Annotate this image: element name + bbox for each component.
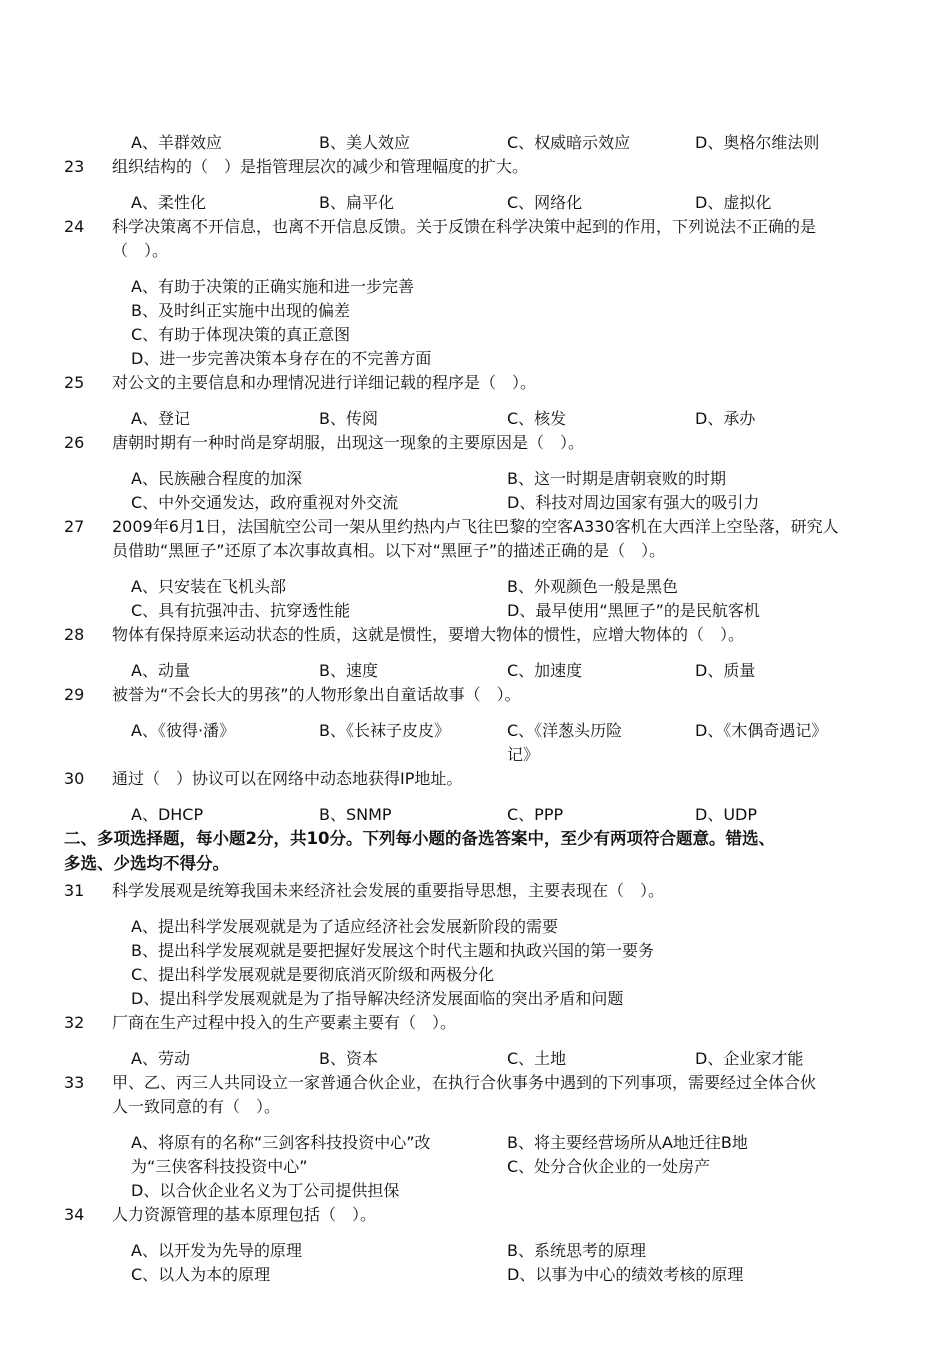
- q28-option-c: C、加速度: [507, 661, 583, 680]
- q33-option-a-line1: A、将原有的名称“三剑客科技投资中心”改: [131, 1133, 431, 1152]
- q24-number: 24: [64, 217, 85, 236]
- q29-option-c-line1: C、《洋葱头历险: [507, 721, 623, 740]
- q27-option-a: A、只安装在飞机头部: [131, 577, 286, 596]
- q34-option-d: D、以事为中心的绩效考核的原理: [507, 1265, 744, 1284]
- q31-option-c: C、提出科学发展观就是要彻底消灭阶级和两极分化: [131, 965, 495, 984]
- q32-option-b: B、资本: [319, 1049, 378, 1068]
- q26-option-b: B、这一时期是唐朝衰败的时期: [507, 469, 726, 488]
- q22-option-d: D、奥格尔维法则: [695, 133, 820, 152]
- q29-option-b: B、《长袜子皮皮》: [319, 721, 450, 740]
- q26-option-d: D、科技对周边国家有强大的吸引力: [507, 493, 760, 512]
- q33-stem-line2: 人一致同意的有（ ）。: [112, 1097, 281, 1116]
- q34-option-b: B、系统思考的原理: [507, 1241, 646, 1260]
- q26-option-a: A、民族融合程度的加深: [131, 469, 302, 488]
- q27-option-c: C、具有抗强冲击、抗穿透性能: [131, 601, 351, 620]
- q30-option-c: C、PPP: [507, 805, 564, 824]
- q32-option-c: C、土地: [507, 1049, 567, 1068]
- section-heading-line1: 二、多项选择题，每小题2分，共10分。下列每小题的备选答案中，至少有两项符合题意。错选、: [64, 829, 775, 848]
- q26-option-c: C、中外交通发达，政府重视对外交流: [131, 493, 399, 512]
- q29-option-c-line2: 记》: [507, 745, 540, 764]
- section-heading-line2: 多选、少选均不得分。: [64, 854, 229, 873]
- q25-option-c: C、核发: [507, 409, 567, 428]
- q29-option-a: A、《彼得·潘》: [131, 721, 236, 740]
- q29-option-d: D、《木偶奇遇记》: [695, 721, 828, 740]
- q32-number: 32: [64, 1013, 85, 1032]
- q26-number: 26: [64, 433, 85, 452]
- q24-option-b: B、及时纠正实施中出现的偏差: [131, 301, 350, 320]
- q23-option-d: D、虚拟化: [695, 193, 772, 212]
- q24-option-a: A、有助于决策的正确实施和进一步完善: [131, 277, 414, 296]
- q25-option-a: A、登记: [131, 409, 190, 428]
- q30-stem: 通过（ ）协议可以在网络中动态地获得IP地址。: [112, 769, 463, 788]
- q31-option-d: D、提出科学发展观就是为了指导解决经济发展面临的突出矛盾和问题: [131, 989, 624, 1008]
- q34-option-a: A、以开发为先导的原理: [131, 1241, 302, 1260]
- q33-stem-line1: 甲、乙、丙三人共同设立一家普通合伙企业，在执行合伙事务中遇到的下列事项，需要经过全体合伙: [112, 1073, 817, 1092]
- q24-option-c: C、有助于体现决策的真正意图: [131, 325, 351, 344]
- q22-option-c: C、权威暗示效应: [507, 133, 631, 152]
- q25-stem: 对公文的主要信息和办理情况进行详细记载的程序是（ ）。: [112, 373, 537, 392]
- q31-number: 31: [64, 881, 85, 900]
- q33-number: 33: [64, 1073, 85, 1092]
- q25-number: 25: [64, 373, 85, 392]
- q25-option-d: D、承办: [695, 409, 756, 428]
- q30-option-b: B、SNMP: [319, 805, 392, 824]
- q31-option-a: A、提出科学发展观就是为了适应经济社会发展新阶段的需要: [131, 917, 558, 936]
- q27-stem-line2: 员借助“黑匣子”还原了本次事故真相。以下对“黑匣子”的描述正确的是（ ）。: [112, 541, 666, 560]
- q28-number: 28: [64, 625, 85, 644]
- q24-option-d: D、进一步完善决策本身存在的不完善方面: [131, 349, 432, 368]
- q33-option-c: C、处分合伙企业的一处房产: [507, 1157, 711, 1176]
- q30-option-a: A、DHCP: [131, 805, 204, 824]
- q28-option-a: A、动量: [131, 661, 190, 680]
- q30-number: 30: [64, 769, 85, 788]
- q27-number: 27: [64, 517, 85, 536]
- q23-stem: 组织结构的（ ）是指管理层次的减少和管理幅度的扩大。: [112, 157, 529, 176]
- q31-option-b: B、提出科学发展观就是要把握好发展这个时代主题和执政兴国的第一要务: [131, 941, 654, 960]
- q34-option-c: C、以人为本的原理: [131, 1265, 271, 1284]
- q27-option-b: B、外观颜色一般是黑色: [507, 577, 678, 596]
- q32-option-a: A、劳动: [131, 1049, 190, 1068]
- q33-option-a-line2: 为“三侠客科技投资中心”: [131, 1157, 308, 1176]
- q34-number: 34: [64, 1205, 85, 1224]
- q34-stem: 人力资源管理的基本原理包括（ ）。: [112, 1205, 377, 1224]
- q29-stem: 被誉为“不会长大的男孩”的人物形象出自童话故事（ ）。: [112, 685, 521, 704]
- q23-option-c: C、网络化: [507, 193, 583, 212]
- q28-stem: 物体有保持原来运动状态的性质，这就是惯性，要增大物体的惯性，应增大物体的（ ）。: [112, 625, 745, 644]
- q32-stem: 厂商在生产过程中投入的生产要素主要有（ ）。: [112, 1013, 457, 1032]
- q29-number: 29: [64, 685, 85, 704]
- q22-option-a: A、羊群效应: [131, 133, 222, 152]
- q24-stem-line2: （ ）。: [112, 241, 169, 260]
- q28-option-b: B、速度: [319, 661, 378, 680]
- q30-option-d: D、UDP: [695, 805, 758, 824]
- q27-stem-line1: 2009年6月1日，法国航空公司一架从里约热内卢飞往巴黎的空客A330客机在大西洋上空坠落，研究人: [112, 517, 839, 536]
- q31-stem: 科学发展观是统筹我国未来经济社会发展的重要指导思想，主要表现在（ ）。: [112, 881, 665, 900]
- q22-option-b: B、美人效应: [319, 133, 410, 152]
- q33-option-b: B、将主要经营场所从A地迁往B地: [507, 1133, 748, 1152]
- q33-option-d: D、以合伙企业名义为丁公司提供担保: [131, 1181, 400, 1200]
- q32-option-d: D、企业家才能: [695, 1049, 804, 1068]
- q23-number: 23: [64, 157, 85, 176]
- q23-option-b: B、扁平化: [319, 193, 394, 212]
- q24-stem-line1: 科学决策离不开信息，也离不开信息反馈。关于反馈在科学决策中起到的作用，下列说法不正确的是: [112, 217, 817, 236]
- q23-option-a: A、柔性化: [131, 193, 206, 212]
- q25-option-b: B、传阅: [319, 409, 378, 428]
- q26-stem: 唐朝时期有一种时尚是穿胡服，出现这一现象的主要原因是（ ）。: [112, 433, 585, 452]
- q27-option-d: D、最早使用“黑匣子”的是民航客机: [507, 601, 760, 620]
- q28-option-d: D、质量: [695, 661, 756, 680]
